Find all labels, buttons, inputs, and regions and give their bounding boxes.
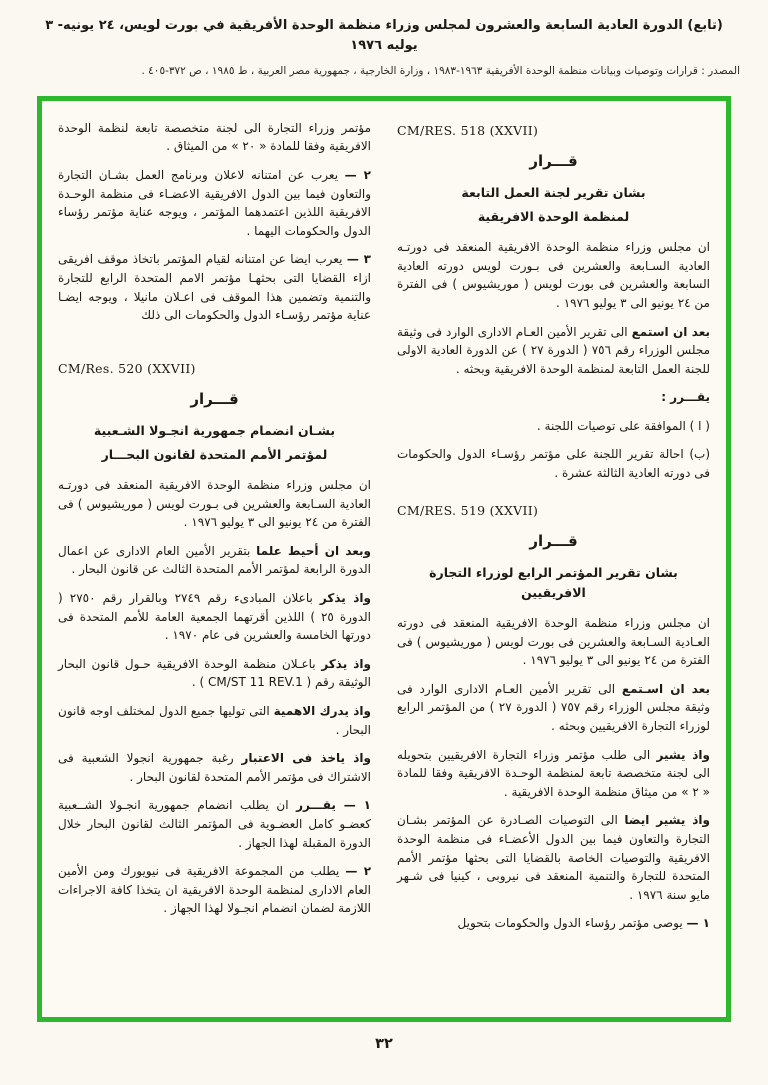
res520-aware-clause bbox=[58, 702, 371, 739]
res519-recommendations-lead: واذ يشير ايضا bbox=[624, 813, 710, 828]
column-right bbox=[397, 119, 710, 1009]
res519-recall-clause-lead: واذ يشير bbox=[656, 747, 710, 762]
res519-item1-cont-text: مؤتمر وزراء التجارة الى لجنة متخصصة تابعة لنظمة الوحدة الافريقية وفقا للمادة « ٢٠ » من الميثاق . bbox=[58, 120, 371, 154]
header-session-title: (تابع) الدورة العادية السابعة والعشرون لمجلس وزراء منظمة الوحدة الأفريقية في بورت لويس، ٢٤ يونيه- ٣ يوليه ١٩٧٦ bbox=[45, 18, 723, 53]
res518-clause-b bbox=[397, 445, 710, 482]
res520-considering-clause bbox=[58, 749, 371, 786]
res520-noted-lead: وبعد ان أحيط علما bbox=[256, 543, 372, 558]
res520-preamble bbox=[58, 476, 371, 532]
res520-recall-declaration-lead: واذ يذكر bbox=[321, 656, 371, 671]
content-border bbox=[37, 96, 731, 1022]
res520-preamble-text: ان مجلس وزراء منظمة الوحدة الافريقية المنعقد فى دورتـه العادية السـابعة والعشرين فى بـورت لويس ( موريشيوس ) فى الفترة من ٢٤ يونيو الى ٣ يوليو ١٩٧٦ . bbox=[58, 478, 371, 530]
res519-recall-clause bbox=[397, 746, 710, 802]
res518-title: قـــرار bbox=[529, 152, 578, 171]
res519-item3-lead: ٣ — bbox=[346, 252, 371, 267]
res519-recall-clause-text: الى طلب مؤتمر وزراء التجارة الافريقيين بتحويله الى لجنة متخصصة تابعة لمنظمة الوحـدة الافريقية وفقا للمادة « ٢ » من ميثاق منظمة الوحدة الافريقية . bbox=[397, 747, 710, 799]
page-number: ٣٢ bbox=[375, 1035, 393, 1052]
res518-decides-label bbox=[397, 388, 710, 407]
res518-report-clause-text: الى تقرير الأمين العـام الادارى الوارد فى وثيقة مجلس الوزراء رقم ٧٥٦ ( الدورة ٢٧ ) عن الدورة العادية الاولى للجنة العمل التابعة لمنظمة الوحدة الافريقية وبحثه . bbox=[397, 324, 710, 376]
res519-preamble bbox=[397, 614, 710, 670]
res518-report-clause-lead: بعد ان استمع bbox=[631, 324, 710, 339]
res520-item2-text: يطلب من المجموعة الافريقية فى نيويورك ومن الأمين العام الادارى لمنظمة الوحدة الافريقية ان يتخذا كافة الاجراءات اللازمة لضمان انضمام انجـولا لهذا الجهاز . bbox=[58, 864, 371, 916]
res519-item2-lead: ٢ — bbox=[344, 167, 371, 182]
res518-subject-line1: بشان تقرير لجنة العمل التابعة bbox=[461, 185, 646, 201]
page-header bbox=[0, 0, 768, 84]
res520-item1-lead: ١ — يقـــرر bbox=[296, 798, 371, 813]
res518-clause-b-text: (ب) احالة تقرير اللجنة على مؤتمر رؤسـاء الدول والحكومات فى دورته العادية الثالثة عشرة . bbox=[397, 447, 710, 481]
res519-recommendations-clause bbox=[397, 811, 710, 904]
res520-item2 bbox=[58, 862, 371, 918]
res519-report-clause bbox=[397, 680, 710, 736]
res520-recall-declaration-text: باعـلان منظمة الوحدة الافريقية حـول قانون البحار الوثيقة رقم ( CM/ST 11 REV.1 ) . bbox=[58, 656, 371, 690]
res520-aware-lead: واذ يدرك الاهمية bbox=[273, 704, 371, 718]
res520-recall-principles bbox=[58, 589, 371, 645]
res519-item2-text: يعرب عن امتنانه لاعلان وبرنامج العمل بشـان التجارة والتعاون فيما بين الدول الافريقية الاعضـاء فى منظمة الوحـدة الافريقية اللذين اعتمدهما المؤتمر ، ويوجه عناية مؤتمر رؤساء الدول والحكومات اليهما . bbox=[58, 167, 371, 238]
two-column-layout bbox=[58, 119, 710, 1009]
res518-clause-a-text: ( ا ) الموافقة على توصيات اللجنة . bbox=[536, 418, 710, 433]
res518-preamble-text: ان مجلس وزراء منظمة الوحدة الافريقية المنعقد فى دورتـه العادية السـابعة والعشرين فى بـورت لويس دورته العادية السابعة والعشرين فى بورت لويس ( موريشيوس ) فى الفترة من ٢٤ يونيو الى ٣ يوليو ١٩٧٦ . bbox=[397, 240, 710, 310]
res518-subject-line2: لمنظمة الوحدة الافريقية bbox=[477, 208, 630, 224]
res518-clause-a bbox=[397, 417, 710, 436]
header-source-line: المصدر : قرارات وتوصيات وبيانات منظمة الوحدة الأفريقية ١٩٦٣-١٩٨٣ ، وزارة الخارجية ، جمهورية مصر العربية ، ط ١٩٨٥ ، ص ٣٧٢-٤٠٥ . bbox=[141, 65, 740, 77]
res520-noted-text: بتقرير الأمين العام الادارى عن اعمال الدورة الرابعة لمؤتمر الأمم المتحدة الثالث عن قانون البحار . bbox=[58, 543, 371, 577]
res519-number: CM/RES. 519 (XXVII) bbox=[397, 502, 539, 518]
res520-title: قـــرار bbox=[190, 390, 239, 409]
column-left bbox=[58, 119, 371, 1009]
res520-item1-text: ان يطلب انضمام جمهورية انجـولا الشــعبية كعضـو كامل العضـوية فى المؤتمر الثالث لقانون البحار خلال الدورة المقبلة لهذا الجهاز . bbox=[58, 798, 371, 850]
res520-noted-clause bbox=[58, 542, 371, 579]
res519-item3 bbox=[58, 250, 371, 324]
res519-item1-lead: ١ — bbox=[686, 916, 710, 931]
res519-recommendations-text: الى التوصيات الصـادرة عن المؤتمر بشـان التجارة والتعاون فيما بين الدول الأعضـاء فى منظمة الوحدة الافريقية والتوصيات الخاصة بالقضايا التى بحثها مؤتمر الأمم المتحدة للتجارة والتنمية المنعقد فى نيروبى ، كينيا فى شـهر مايو سنة ١٩٧٦ . bbox=[397, 813, 710, 902]
res519-item1-continued bbox=[58, 119, 371, 156]
res518-number: CM/RES. 518 (XXVII) bbox=[397, 122, 539, 138]
res520-recall-principles-text: باعلان المبادىء رقم ٢٧٤٩ وبالقرار رقم ٢٧٥٠ ( الدورة ٢٥ ) اللذين أقرتهما الجمعية العامة للأمم المتحدة فى دورتها الخامسة والعشرين فى عام ١٩٧٠ . bbox=[58, 591, 371, 643]
res520-considering-text: رغبة جمهورية انجولا الشعبية فى الاشتراك فى مؤتمر الأمم المتحدة لقانون البحار . bbox=[58, 751, 371, 784]
res520-item2-lead: ٢ — bbox=[345, 864, 372, 879]
res519-preamble-text: ان مجلس وزراء منظمة الوحدة الافريقية المنعقد فى دورته العـادية السـابعة والعشرين فى بورت لويس ( موريشيوس ) فى الفترة من ٢٤ يونيو الى ٣ يوليو ١٩٧٦ . bbox=[397, 616, 710, 668]
res520-subject-line1: بشـان انضمام جمهورية انجـولا الشـعبية bbox=[93, 423, 336, 439]
res519-report-clause-text: الى تقرير الأمين العـام الادارى الوارد فى وثيقة مجلس الوزراء رقم ٧٥٧ ( الدورة ٢٧ ) من المؤتمر الرابع لوزراء التجارة الافريقيين وبحثه . bbox=[397, 681, 711, 733]
res520-number: CM/Res. 520 (XXVII) bbox=[58, 360, 196, 376]
res518-decides-lead: يقـــرر : bbox=[661, 390, 710, 405]
res518-report-clause bbox=[397, 323, 710, 379]
res519-item1-text: يوصى مؤتمر رؤساء الدول والحكومات بتحويل bbox=[457, 916, 687, 931]
res519-report-clause-lead: بعد ان اسـتمع bbox=[621, 681, 711, 696]
res518-preamble bbox=[397, 238, 710, 312]
res519-item1-start bbox=[397, 914, 710, 933]
res520-subject-line2: لمؤتمر الأمم المتحدة لقانون البحـــار bbox=[101, 446, 328, 462]
res519-item3-text: يعرب ايضا عن امتنانه لقيام المؤتمر باتخاذ موقف افريقى ازاء القضايا التى بحثهـا مؤتمر الامم المتحدة الرابع للتجارة والتنمية وتضمين هذا الموقف فى اعـلان مانيلا ، ويوجه ايضـا عناية مؤتمر رؤسـاء الدول والحكومات الى ذلك bbox=[58, 252, 371, 323]
res520-recall-declaration bbox=[58, 655, 371, 692]
res520-recall-principles-lead: واذ يذكر bbox=[319, 591, 371, 606]
res520-considering-lead: واذ ياخذ فى الاعتبار bbox=[241, 751, 372, 766]
res519-title: قـــرار bbox=[529, 532, 578, 551]
res519-subject: بشان تقرير المؤتمر الرابع لوزراء التجارة الافريقيين bbox=[429, 565, 678, 600]
res519-item2 bbox=[58, 166, 371, 240]
res520-item1 bbox=[58, 796, 371, 852]
res520-aware-text: التى توليها جميع الدول لمختلف اوجه قانون البحار . bbox=[58, 704, 371, 737]
